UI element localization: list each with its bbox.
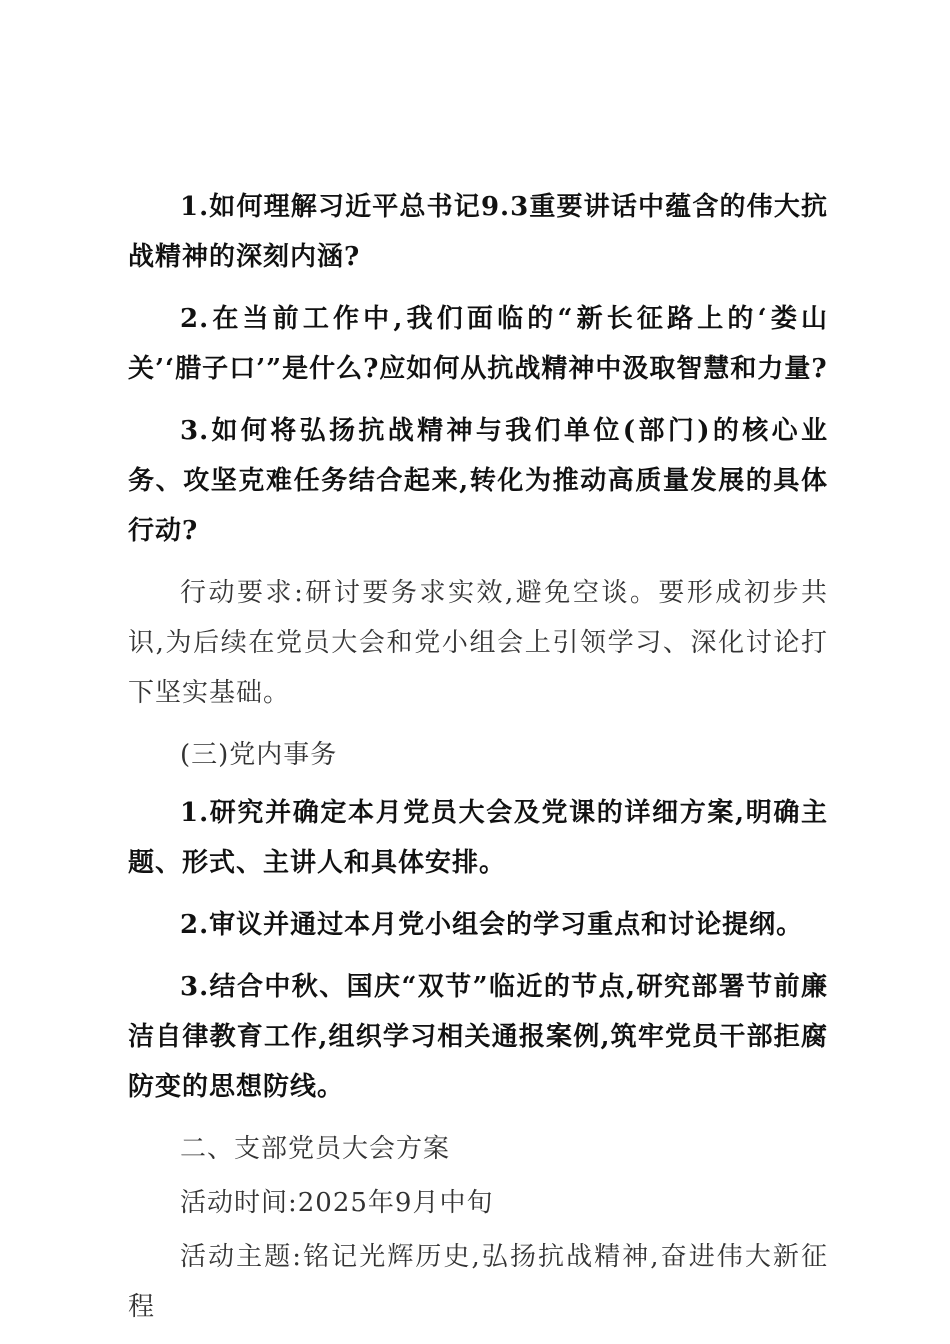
- discussion-question-1: 1.如何理解习近平总书记9.3重要讲话中蕴含的伟大抗战精神的深刻内涵?: [128, 192, 828, 272]
- activity-theme: 活动主题:铭记光辉历史,弘扬抗战精神,奋进伟大新征程: [128, 1242, 828, 1322]
- party-affairs-item-3: 3.结合中秋、国庆“双节”临近的节点,研究部署节前廉洁自律教育工作,组织学习相关通报案例,筑牢党员干部拒腐防变的思想防线。: [128, 972, 828, 1102]
- discussion-question-2: 2.在当前工作中,我们面临的“新长征路上的‘娄山关’‘腊子口’”是什么?应如何从抗战精神中汲取智慧和力量?: [128, 304, 828, 384]
- party-affairs-item-1: 1.研究并确定本月党员大会及党课的详细方案,明确主题、形式、主讲人和具体安排。: [128, 798, 828, 878]
- activity-time: 活动时间:2025年9月中旬: [180, 1188, 494, 1218]
- party-affairs-item-2: 2.审议并通过本月党小组会的学习重点和讨论提纲。: [180, 910, 804, 940]
- section-heading-party-affairs: (三)党内事务: [180, 740, 338, 770]
- section-heading-member-meeting: 二、支部党员大会方案: [180, 1134, 451, 1164]
- action-requirements: 行动要求:研讨要务求实效,避免空谈。要形成初步共识,为后续在党员大会和党小组会上引领学习、深化讨论打下坚实基础。: [128, 578, 828, 708]
- discussion-question-3: 3.如何将弘扬抗战精神与我们单位(部门)的核心业务、攻坚克难任务结合起来,转化为推动高质量发展的具体行动?: [128, 416, 828, 546]
- document-page: [128, 182, 828, 1344]
